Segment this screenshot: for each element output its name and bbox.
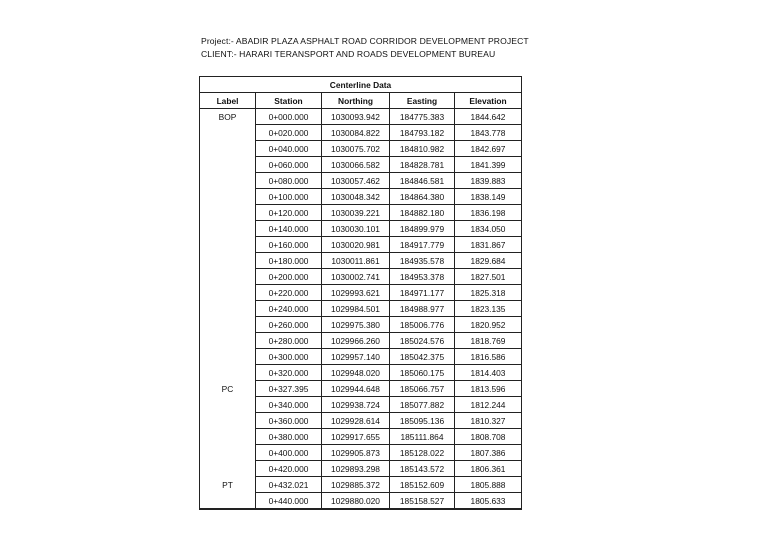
table-row: [200, 397, 522, 413]
cell-station: 0+200.000: [256, 269, 322, 285]
cell-northing: 1029975.380: [322, 317, 390, 333]
cell-label: [200, 397, 256, 413]
cell-elevation: 1813.596: [455, 381, 522, 397]
column-header-easting: Easting: [390, 93, 455, 109]
cell-label: [200, 157, 256, 173]
cell-northing: 1029957.140: [322, 349, 390, 365]
cell-northing: 1029948.020: [322, 365, 390, 381]
cell-elevation: 1808.708: [455, 429, 522, 445]
table-body: [200, 109, 522, 510]
cell-label: [200, 141, 256, 157]
cell-station: 0+280.000: [256, 333, 322, 349]
cell-label: [200, 221, 256, 237]
cell-northing: 1029993.621: [322, 285, 390, 301]
client-line: CLIENT:- HARARI TERANSPORT AND ROADS DEVELOPMENT BUREAU: [201, 49, 496, 59]
cell-label: [200, 205, 256, 221]
cell-easting: 184935.578: [390, 253, 455, 269]
column-header-label: Label: [200, 93, 256, 109]
cell-label: [200, 301, 256, 317]
cell-elevation: 1843.778: [455, 125, 522, 141]
cell-easting: 184828.781: [390, 157, 455, 173]
cell-label: [200, 461, 256, 477]
cell-northing: 1030002.741: [322, 269, 390, 285]
cell-northing: 1029966.260: [322, 333, 390, 349]
table-row: [200, 205, 522, 221]
column-header-elevation: Elevation: [455, 93, 522, 109]
table-row: [200, 253, 522, 269]
table-row: [200, 317, 522, 333]
cell-elevation: 1810.327: [455, 413, 522, 429]
cell-station: 0+327.395: [256, 381, 322, 397]
table-row: [200, 381, 522, 397]
cell-elevation: 1814.403: [455, 365, 522, 381]
cell-elevation: 1844.642: [455, 109, 522, 125]
column-header-station: Station: [256, 93, 322, 109]
cell-easting: 185143.572: [390, 461, 455, 477]
cell-easting: 185060.175: [390, 365, 455, 381]
cell-easting: 184988.977: [390, 301, 455, 317]
cell-station: 0+140.000: [256, 221, 322, 237]
centerline-data-table: [199, 76, 522, 510]
cell-elevation: 1836.198: [455, 205, 522, 221]
cell-station: 0+300.000: [256, 349, 322, 365]
cell-station: 0+000.000: [256, 109, 322, 125]
cell-label: [200, 285, 256, 301]
table-row: [200, 365, 522, 381]
cell-elevation: 1812.244: [455, 397, 522, 413]
cell-northing: 1030030.101: [322, 221, 390, 237]
cell-easting: 184793.182: [390, 125, 455, 141]
cell-easting: 185024.576: [390, 333, 455, 349]
document-header: [201, 35, 529, 61]
cell-northing: 1029938.724: [322, 397, 390, 413]
cell-label: [200, 445, 256, 461]
table-row: [200, 173, 522, 189]
cell-northing: 1030039.221: [322, 205, 390, 221]
cell-elevation: 1831.867: [455, 237, 522, 253]
cell-easting: 185077.882: [390, 397, 455, 413]
column-header-northing: Northing: [322, 93, 390, 109]
cell-easting: 184882.180: [390, 205, 455, 221]
cell-elevation: 1842.697: [455, 141, 522, 157]
cell-label: [200, 237, 256, 253]
cell-easting: 184971.177: [390, 285, 455, 301]
cell-northing: 1029928.614: [322, 413, 390, 429]
cell-station: 0+040.000: [256, 141, 322, 157]
cell-label: [200, 317, 256, 333]
cell-station: 0+400.000: [256, 445, 322, 461]
table-row: [200, 477, 522, 493]
cell-station: 0+440.000: [256, 493, 322, 510]
cell-label: BOP: [200, 109, 256, 125]
table-row: [200, 301, 522, 317]
cell-northing: 1030066.582: [322, 157, 390, 173]
cell-easting: 185066.757: [390, 381, 455, 397]
cell-northing: 1030093.942: [322, 109, 390, 125]
cell-elevation: 1838.149: [455, 189, 522, 205]
cell-elevation: 1816.586: [455, 349, 522, 365]
table-row: [200, 333, 522, 349]
cell-label: [200, 365, 256, 381]
cell-northing: 1029893.298: [322, 461, 390, 477]
cell-easting: 184864.380: [390, 189, 455, 205]
cell-label: [200, 333, 256, 349]
cell-easting: 185158.527: [390, 493, 455, 510]
cell-easting: 185128.022: [390, 445, 455, 461]
cell-easting: 185111.864: [390, 429, 455, 445]
cell-label: [200, 125, 256, 141]
cell-elevation: 1834.050: [455, 221, 522, 237]
table-row: [200, 413, 522, 429]
table-row: [200, 157, 522, 173]
cell-northing: 1030020.981: [322, 237, 390, 253]
cell-label: [200, 493, 256, 510]
cell-easting: 184846.581: [390, 173, 455, 189]
cell-station: 0+320.000: [256, 365, 322, 381]
cell-northing: 1029917.655: [322, 429, 390, 445]
cell-northing: 1030057.462: [322, 173, 390, 189]
cell-label: [200, 189, 256, 205]
cell-label: [200, 269, 256, 285]
cell-elevation: 1820.952: [455, 317, 522, 333]
cell-elevation: 1839.883: [455, 173, 522, 189]
cell-station: 0+432.021: [256, 477, 322, 493]
cell-elevation: 1805.633: [455, 493, 522, 510]
table-title: Centerline Data: [200, 77, 522, 93]
table-row: [200, 269, 522, 285]
cell-label: PC: [200, 381, 256, 397]
cell-station: 0+100.000: [256, 189, 322, 205]
cell-station: 0+020.000: [256, 125, 322, 141]
cell-northing: 1030084.822: [322, 125, 390, 141]
cell-elevation: 1805.888: [455, 477, 522, 493]
table-row: [200, 237, 522, 253]
cell-station: 0+360.000: [256, 413, 322, 429]
cell-elevation: 1806.361: [455, 461, 522, 477]
cell-label: [200, 349, 256, 365]
cell-elevation: 1818.769: [455, 333, 522, 349]
table-row: [200, 429, 522, 445]
cell-label: PT: [200, 477, 256, 493]
table-row: [200, 285, 522, 301]
cell-elevation: 1829.684: [455, 253, 522, 269]
cell-station: 0+060.000: [256, 157, 322, 173]
cell-easting: 185006.776: [390, 317, 455, 333]
cell-elevation: 1827.501: [455, 269, 522, 285]
cell-elevation: 1823.135: [455, 301, 522, 317]
cell-easting: 184810.982: [390, 141, 455, 157]
cell-label: [200, 173, 256, 189]
cell-northing: 1030075.702: [322, 141, 390, 157]
cell-station: 0+380.000: [256, 429, 322, 445]
cell-northing: 1029885.372: [322, 477, 390, 493]
cell-easting: 185152.609: [390, 477, 455, 493]
cell-station: 0+240.000: [256, 301, 322, 317]
cell-easting: 185095.136: [390, 413, 455, 429]
cell-easting: 184899.979: [390, 221, 455, 237]
cell-elevation: 1807.386: [455, 445, 522, 461]
cell-label: [200, 413, 256, 429]
cell-northing: 1029880.020: [322, 493, 390, 510]
table-row: [200, 189, 522, 205]
project-line: Project:- ABADIR PLAZA ASPHALT ROAD CORRIDOR DEVELOPMENT PROJECT: [201, 36, 529, 46]
table-row: [200, 141, 522, 157]
cell-station: 0+340.000: [256, 397, 322, 413]
cell-easting: 184917.779: [390, 237, 455, 253]
table-row: [200, 461, 522, 477]
cell-elevation: 1841.399: [455, 157, 522, 173]
cell-northing: 1029944.648: [322, 381, 390, 397]
cell-northing: 1030048.342: [322, 189, 390, 205]
cell-elevation: 1825.318: [455, 285, 522, 301]
table-row: [200, 221, 522, 237]
cell-station: 0+260.000: [256, 317, 322, 333]
cell-station: 0+180.000: [256, 253, 322, 269]
table-row: [200, 125, 522, 141]
cell-station: 0+080.000: [256, 173, 322, 189]
table-row: [200, 349, 522, 365]
table-row: [200, 445, 522, 461]
cell-northing: 1029905.873: [322, 445, 390, 461]
cell-station: 0+120.000: [256, 205, 322, 221]
cell-easting: 185042.375: [390, 349, 455, 365]
cell-label: [200, 429, 256, 445]
cell-label: [200, 253, 256, 269]
cell-station: 0+420.000: [256, 461, 322, 477]
cell-station: 0+160.000: [256, 237, 322, 253]
cell-northing: 1029984.501: [322, 301, 390, 317]
cell-station: 0+220.000: [256, 285, 322, 301]
table-row: [200, 493, 522, 510]
cell-easting: 184953.378: [390, 269, 455, 285]
table-row: [200, 109, 522, 125]
cell-easting: 184775.383: [390, 109, 455, 125]
cell-northing: 1030011.861: [322, 253, 390, 269]
